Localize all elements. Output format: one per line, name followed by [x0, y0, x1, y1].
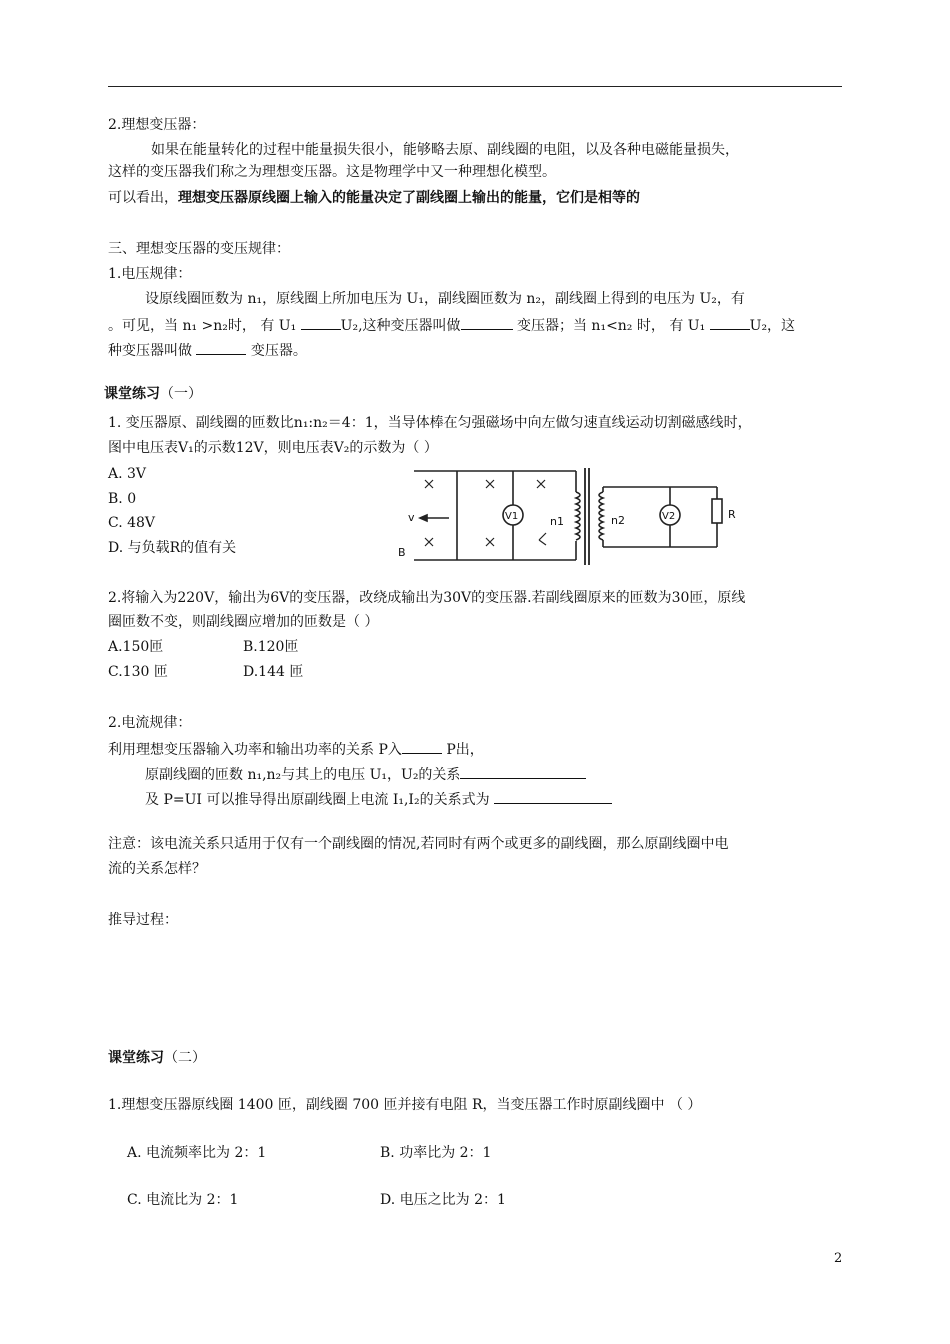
- blank-line: [494, 789, 612, 804]
- voltmeter-v2-label: V2: [662, 511, 676, 522]
- exercise-title-rest: （二）: [164, 1050, 206, 1066]
- voltage-rule-line1: 设原线圈匝数为 n₁，原线圈上所加电压为 U₁，副线圈匝数为 n₂，副线圈上得到的电压为 U₂，有: [145, 291, 745, 307]
- exercise-title-bold: 课堂练习: [104, 386, 160, 402]
- note-line1: 注意：该电流关系只适用于仅有一个副线圈的情况,若同时有两个或更多的副线圈，那么原副线圈中电: [108, 836, 729, 852]
- exercise-title-rest: （一）: [160, 386, 202, 402]
- text-segment: U₂,这种变压器叫做: [340, 318, 461, 334]
- text-segment: 及 P=UI 可以推导得出原副线圈上电流 I₁,I₂的关系式为: [145, 792, 490, 808]
- exercise-title-bold: 课堂练习: [108, 1050, 164, 1066]
- question-2-line1: 2.将输入为220V，输出为6V的变压器，改绕成输出为30V的变压器.若副线圈原来的匝数为30匝，原线: [108, 590, 746, 606]
- note-line2: 流的关系怎样？: [108, 861, 206, 877]
- text-segment: 利用理想变压器输入功率和输出功率的关系 P入: [108, 742, 402, 758]
- derivation-label: 推导过程：: [108, 912, 178, 928]
- exercise-title-2: [108, 1049, 206, 1067]
- text-segment: 。可见，当 n₁ >n₂时， 有 U₁: [108, 318, 297, 334]
- text-segment: U₂，这: [749, 318, 796, 334]
- paragraph-line: 如果在能量转化的过程中能量损失很小，能够略去原、副线圈的电阻，以及各种电磁能量损失，: [151, 142, 739, 158]
- conclusion-bold: 理想变压器原线圈上输入的能量决定了副线圈上输出的能量，它们是相等的: [178, 190, 640, 206]
- section-title-rules: 三、理想变压器的变压规律：: [108, 241, 290, 257]
- current-rule-line1: [108, 739, 484, 759]
- diagram-label-v: v: [408, 511, 415, 524]
- question-1-line1: 1. 变压器原、副线圈的匝数比n₁:n₂＝4：1，当导体棒在匀强磁场中向左做匀速直线运动切割磁感线时，: [108, 415, 752, 431]
- text-segment: 变压器；当 n₁<n₂ 时， 有 U₁: [516, 318, 706, 334]
- text-segment: 原副线圈的匝数 n₁,n₂与其上的电压 U₁，U₂的关系: [145, 767, 461, 783]
- question-2-option-c: C.130 匝: [108, 664, 168, 680]
- diagram-label-r: R: [728, 508, 736, 521]
- question-1-line2: 图中电压表V₁的示数12V，则电压表V₂的示数为（ ）: [108, 440, 438, 456]
- question-1-option-b: B. 0: [108, 491, 137, 507]
- question-1-option-c: C. 48V: [108, 515, 156, 531]
- diagram-label-b: B: [398, 546, 406, 559]
- text-segment: 种变压器叫做: [108, 343, 192, 359]
- question-3-option-b: B. 功率比为 2：1: [380, 1145, 492, 1161]
- page-number: 2: [834, 1251, 843, 1266]
- text-segment: P出，: [446, 742, 484, 758]
- section-title-ideal-transformer: 2.理想变压器：: [108, 117, 206, 133]
- question-1-option-a: A. 3V: [108, 466, 147, 482]
- diagram-label-n2: n2: [611, 514, 625, 527]
- question-3-line1: 1.理想变压器原线圈 1400 匝，副线圈 700 匝并接有电阻 R，当变压器工作时原副线圈中 （ ）: [108, 1097, 702, 1113]
- question-2-option-b: B.120匝: [243, 639, 299, 655]
- question-3-option-a: A. 电流频率比为 2：1: [127, 1145, 267, 1161]
- current-rule-title: 2.电流规律：: [108, 715, 192, 731]
- conclusion-prefix: 可以看出，: [108, 190, 178, 206]
- blank-line: [402, 739, 442, 754]
- paragraph-line: 这样的变压器我们称之为理想变压器。这是物理学中又一种理想化模型。: [108, 164, 556, 180]
- question-2-option-a: A.150匝: [108, 639, 164, 655]
- voltmeter-v1-label: V1: [505, 511, 519, 522]
- current-rule-line2: [145, 764, 586, 784]
- text-segment: 变压器。: [250, 343, 307, 359]
- diagram-label-n1: n1: [550, 515, 564, 528]
- current-rule-line3: [145, 789, 612, 809]
- question-2-line2: 圈匝数不变，则副线圈应增加的匝数是（ ）: [108, 614, 379, 630]
- blank-line: [460, 764, 586, 779]
- question-2-option-d: D.144 匝: [243, 664, 304, 680]
- question-3-option-d: D. 电压之比为 2：1: [380, 1192, 506, 1208]
- voltage-rule-title: 1.电压规律：: [108, 266, 192, 282]
- question-3-option-c: C. 电流比为 2：1: [127, 1192, 239, 1208]
- question-1-option-d: D. 与负载R的值有关: [108, 540, 237, 556]
